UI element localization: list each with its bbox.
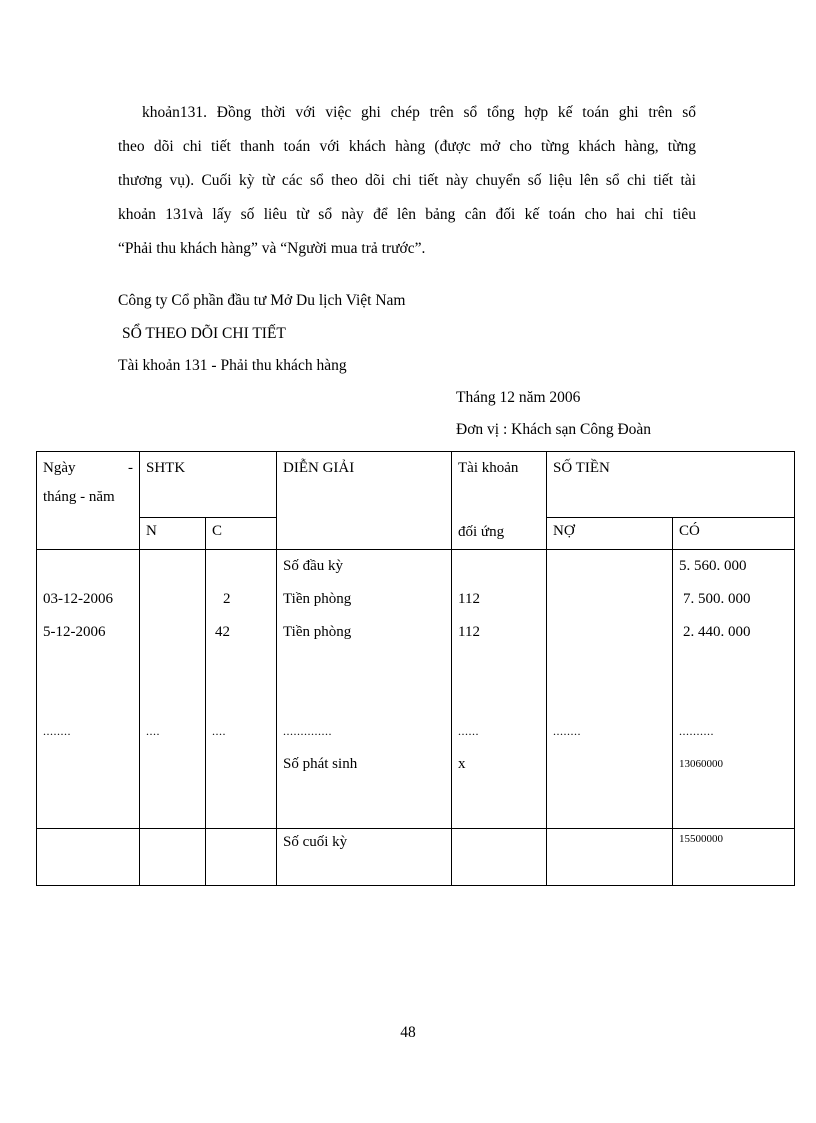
book-title: SỔ THEO DÕI CHI TIẾT bbox=[122, 325, 286, 342]
closing-debit-cell bbox=[547, 829, 673, 886]
paragraph-line: thương vụ). Cuối kỳ từ các sổ theo dõi chi tiết này chuyển số liệu lên sổ chi tiết tài bbox=[118, 172, 696, 189]
shtk-n-header: N bbox=[140, 518, 206, 550]
closing-n-cell bbox=[140, 829, 206, 886]
closing-c-cell bbox=[206, 829, 277, 886]
credit-column: 5. 560. 000 7. 500. 000 2. 440. 000 .......... 13060000 bbox=[673, 550, 795, 829]
shtk-header: SHTK bbox=[140, 452, 277, 518]
closing-description-cell: Số cuối kỳ bbox=[277, 829, 452, 886]
description-header: DIỄN GIẢI bbox=[277, 452, 452, 550]
date-column: 03-12-2006 5-12-2006 ........ bbox=[37, 550, 140, 829]
page-number: 48 bbox=[400, 1024, 416, 1041]
closing-row bbox=[37, 829, 795, 886]
ledger-table bbox=[36, 451, 795, 886]
account-title: Tài khoản 131 - Phải thu khách hàng bbox=[118, 357, 347, 374]
body-paragraph bbox=[118, 96, 696, 266]
company-name: Công ty Cổ phần đầu tư Mở Du lịch Việt Nam bbox=[118, 292, 406, 309]
amount-header: SỐ TIỀN bbox=[547, 452, 795, 518]
unit: Đơn vị : Khách sạn Công Đoàn bbox=[456, 421, 652, 438]
account-header: Tài khoản đối ứng bbox=[452, 452, 547, 550]
entries-row bbox=[37, 550, 795, 829]
period: Tháng 12 năm 2006 bbox=[456, 389, 581, 406]
shtk-c-header: C bbox=[206, 518, 277, 550]
date-header: Ngày - tháng - năm bbox=[37, 452, 140, 550]
debit-header: NỢ bbox=[547, 518, 673, 550]
closing-account-cell bbox=[452, 829, 547, 886]
description-column: Số đầu kỳ Tiền phòng Tiền phòng .............. Số phát sinh bbox=[277, 550, 452, 829]
paragraph-line: khoản 131và lấy số liêu từ sổ này để lên bảng cân đối kế toán cho hai chỉ tiêu bbox=[118, 206, 696, 223]
header-row bbox=[37, 452, 795, 518]
closing-date-cell bbox=[37, 829, 140, 886]
shtk-c-column: 2 42 .... bbox=[206, 550, 277, 829]
paragraph-line: “Phải thu khách hàng” và “Người mua trả trước”. bbox=[118, 240, 426, 257]
shtk-n-column: .... bbox=[140, 550, 206, 829]
paragraph-line: theo dõi chi tiết thanh toán với khách hàng (được mở cho từng khách hàng, từng bbox=[118, 138, 696, 155]
debit-column: ........ bbox=[547, 550, 673, 829]
paragraph-line: khoản131. Đồng thời với việc ghi chép trên sổ tổng hợp kế toán ghi trên sổ bbox=[142, 104, 696, 121]
credit-header: CÓ bbox=[673, 518, 795, 550]
account-column: 112 112 ...... x bbox=[452, 550, 547, 829]
closing-credit-cell: 15500000 bbox=[673, 829, 795, 886]
